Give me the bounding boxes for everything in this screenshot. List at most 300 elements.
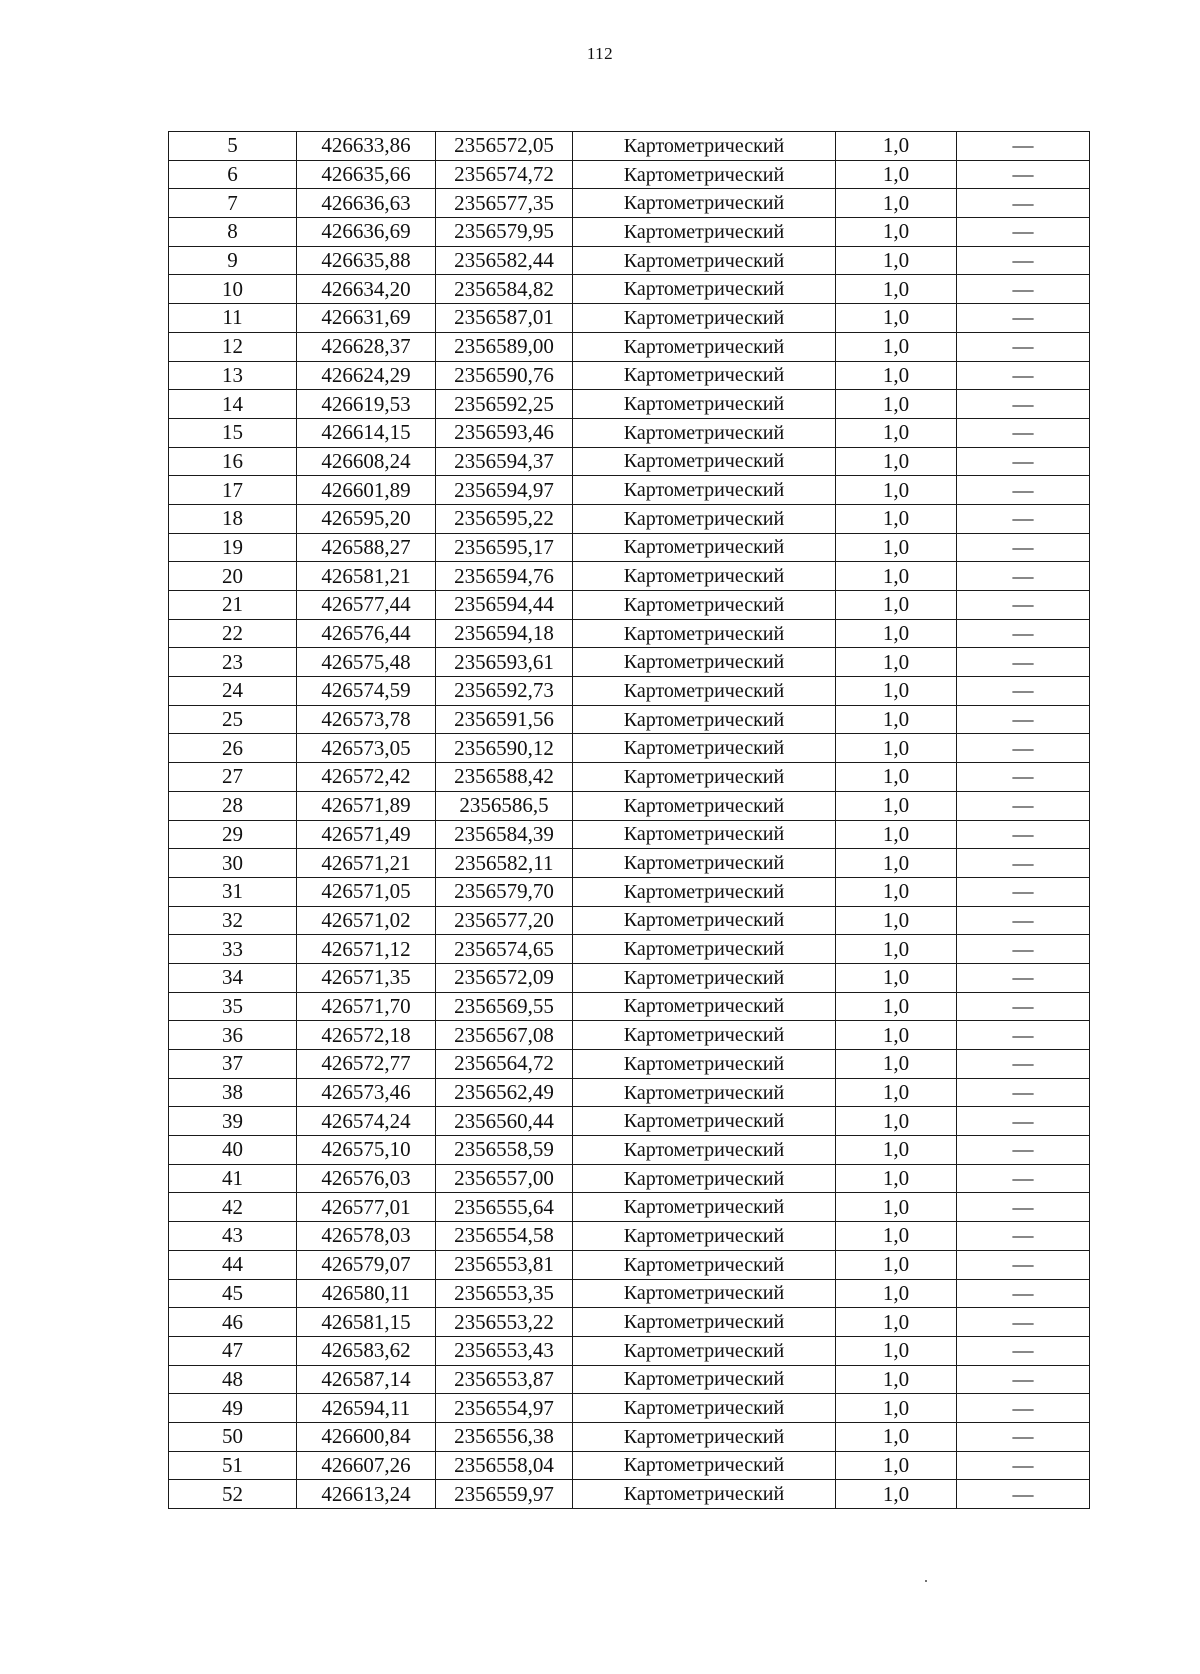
x-coordinate-cell: 426575,10 (297, 1136, 436, 1165)
x-coordinate-cell: 426574,24 (297, 1107, 436, 1136)
method-cell: Картометрический (573, 648, 836, 677)
point-number-cell: 26 (169, 734, 297, 763)
accuracy-cell: 1,0 (836, 218, 957, 247)
table-row (169, 705, 1090, 734)
note-cell: — (957, 1222, 1090, 1251)
note-cell: — (957, 1394, 1090, 1423)
y-coordinate-cell: 2356590,12 (436, 734, 573, 763)
coordinates-table (168, 131, 1090, 1509)
table-row (169, 447, 1090, 476)
point-number-cell: 17 (169, 476, 297, 505)
x-coordinate-cell: 426571,05 (297, 877, 436, 906)
accuracy-cell: 1,0 (836, 1250, 957, 1279)
table-row (169, 1164, 1090, 1193)
point-number-cell: 35 (169, 992, 297, 1021)
method-cell: Картометрический (573, 1164, 836, 1193)
x-coordinate-cell: 426587,14 (297, 1365, 436, 1394)
accuracy-cell: 1,0 (836, 189, 957, 218)
x-coordinate-cell: 426581,15 (297, 1308, 436, 1337)
y-coordinate-cell: 2356584,39 (436, 820, 573, 849)
y-coordinate-cell: 2356569,55 (436, 992, 573, 1021)
y-coordinate-cell: 2356592,25 (436, 390, 573, 419)
accuracy-cell: 1,0 (836, 705, 957, 734)
point-number-cell: 5 (169, 132, 297, 161)
y-coordinate-cell: 2356595,22 (436, 504, 573, 533)
point-number-cell: 8 (169, 218, 297, 247)
table-row (169, 1050, 1090, 1079)
x-coordinate-cell: 426583,62 (297, 1336, 436, 1365)
accuracy-cell: 1,0 (836, 1050, 957, 1079)
method-cell: Картометрический (573, 1193, 836, 1222)
table-row (169, 1480, 1090, 1509)
note-cell: — (957, 992, 1090, 1021)
table-row (169, 1394, 1090, 1423)
method-cell: Картометрический (573, 677, 836, 706)
y-coordinate-cell: 2356586,5 (436, 791, 573, 820)
table-row (169, 791, 1090, 820)
note-cell: — (957, 1336, 1090, 1365)
accuracy-cell: 1,0 (836, 963, 957, 992)
y-coordinate-cell: 2356593,61 (436, 648, 573, 677)
y-coordinate-cell: 2356582,11 (436, 849, 573, 878)
accuracy-cell: 1,0 (836, 677, 957, 706)
y-coordinate-cell: 2356558,04 (436, 1451, 573, 1480)
method-cell: Картометрический (573, 849, 836, 878)
note-cell: — (957, 246, 1090, 275)
y-coordinate-cell: 2356553,43 (436, 1336, 573, 1365)
table-row (169, 1451, 1090, 1480)
table-row (169, 1336, 1090, 1365)
y-coordinate-cell: 2356572,09 (436, 963, 573, 992)
point-number-cell: 45 (169, 1279, 297, 1308)
method-cell: Картометрический (573, 1250, 836, 1279)
x-coordinate-cell: 426571,02 (297, 906, 436, 935)
point-number-cell: 38 (169, 1078, 297, 1107)
y-coordinate-cell: 2356557,00 (436, 1164, 573, 1193)
accuracy-cell: 1,0 (836, 361, 957, 390)
accuracy-cell: 1,0 (836, 992, 957, 1021)
accuracy-cell: 1,0 (836, 447, 957, 476)
accuracy-cell: 1,0 (836, 418, 957, 447)
method-cell: Картометрический (573, 189, 836, 218)
table-row (169, 1365, 1090, 1394)
y-coordinate-cell: 2356593,46 (436, 418, 573, 447)
note-cell: — (957, 562, 1090, 591)
method-cell: Картометрический (573, 963, 836, 992)
accuracy-cell: 1,0 (836, 1308, 957, 1337)
point-number-cell: 24 (169, 677, 297, 706)
table-row (169, 418, 1090, 447)
note-cell: — (957, 1021, 1090, 1050)
y-coordinate-cell: 2356554,97 (436, 1394, 573, 1423)
point-number-cell: 10 (169, 275, 297, 304)
x-coordinate-cell: 426636,69 (297, 218, 436, 247)
note-cell: — (957, 132, 1090, 161)
table-row (169, 132, 1090, 161)
point-number-cell: 27 (169, 763, 297, 792)
table-row (169, 1250, 1090, 1279)
table-row (169, 504, 1090, 533)
accuracy-cell: 1,0 (836, 533, 957, 562)
note-cell: — (957, 1308, 1090, 1337)
accuracy-cell: 1,0 (836, 332, 957, 361)
point-number-cell: 23 (169, 648, 297, 677)
table-row (169, 1136, 1090, 1165)
note-cell: — (957, 677, 1090, 706)
y-coordinate-cell: 2356582,44 (436, 246, 573, 275)
accuracy-cell: 1,0 (836, 591, 957, 620)
accuracy-cell: 1,0 (836, 1107, 957, 1136)
method-cell: Картометрический (573, 390, 836, 419)
y-coordinate-cell: 2356577,35 (436, 189, 573, 218)
accuracy-cell: 1,0 (836, 1365, 957, 1394)
note-cell: — (957, 734, 1090, 763)
page-number: 112 (586, 44, 614, 63)
point-number-cell: 36 (169, 1021, 297, 1050)
point-number-cell: 51 (169, 1451, 297, 1480)
point-number-cell: 52 (169, 1480, 297, 1509)
y-coordinate-cell: 2356564,72 (436, 1050, 573, 1079)
table-row (169, 1107, 1090, 1136)
accuracy-cell: 1,0 (836, 1222, 957, 1251)
x-coordinate-cell: 426595,20 (297, 504, 436, 533)
y-coordinate-cell: 2356554,58 (436, 1222, 573, 1251)
accuracy-cell: 1,0 (836, 1480, 957, 1509)
note-cell: — (957, 1480, 1090, 1509)
x-coordinate-cell: 426571,35 (297, 963, 436, 992)
method-cell: Картометрический (573, 418, 836, 447)
note-cell: — (957, 1250, 1090, 1279)
table-row (169, 1021, 1090, 1050)
note-cell: — (957, 160, 1090, 189)
x-coordinate-cell: 426633,86 (297, 132, 436, 161)
point-number-cell: 20 (169, 562, 297, 591)
y-coordinate-cell: 2356560,44 (436, 1107, 573, 1136)
table-row (169, 304, 1090, 333)
method-cell: Картометрический (573, 992, 836, 1021)
accuracy-cell: 1,0 (836, 562, 957, 591)
note-cell: — (957, 390, 1090, 419)
y-coordinate-cell: 2356574,65 (436, 935, 573, 964)
x-coordinate-cell: 426608,24 (297, 447, 436, 476)
y-coordinate-cell: 2356589,00 (436, 332, 573, 361)
method-cell: Картометрический (573, 246, 836, 275)
x-coordinate-cell: 426575,48 (297, 648, 436, 677)
y-coordinate-cell: 2356594,97 (436, 476, 573, 505)
method-cell: Картометрический (573, 820, 836, 849)
accuracy-cell: 1,0 (836, 1164, 957, 1193)
x-coordinate-cell: 426613,24 (297, 1480, 436, 1509)
point-number-cell: 25 (169, 705, 297, 734)
note-cell: — (957, 705, 1090, 734)
method-cell: Картометрический (573, 1422, 836, 1451)
y-coordinate-cell: 2356577,20 (436, 906, 573, 935)
method-cell: Картометрический (573, 304, 836, 333)
note-cell: — (957, 218, 1090, 247)
x-coordinate-cell: 426572,18 (297, 1021, 436, 1050)
note-cell: — (957, 361, 1090, 390)
point-number-cell: 22 (169, 619, 297, 648)
accuracy-cell: 1,0 (836, 1136, 957, 1165)
method-cell: Картометрический (573, 1222, 836, 1251)
x-coordinate-cell: 426578,03 (297, 1222, 436, 1251)
accuracy-cell: 1,0 (836, 935, 957, 964)
note-cell: — (957, 1050, 1090, 1079)
method-cell: Картометрический (573, 705, 836, 734)
note-cell: — (957, 304, 1090, 333)
point-number-cell: 16 (169, 447, 297, 476)
point-number-cell: 21 (169, 591, 297, 620)
point-number-cell: 19 (169, 533, 297, 562)
point-number-cell: 7 (169, 189, 297, 218)
x-coordinate-cell: 426579,07 (297, 1250, 436, 1279)
y-coordinate-cell: 2356555,64 (436, 1193, 573, 1222)
note-cell: — (957, 1279, 1090, 1308)
y-coordinate-cell: 2356590,76 (436, 361, 573, 390)
note-cell: — (957, 591, 1090, 620)
y-coordinate-cell: 2356553,87 (436, 1365, 573, 1394)
x-coordinate-cell: 426572,77 (297, 1050, 436, 1079)
method-cell: Картометрический (573, 361, 836, 390)
method-cell: Картометрический (573, 476, 836, 505)
x-coordinate-cell: 426624,29 (297, 361, 436, 390)
point-number-cell: 33 (169, 935, 297, 964)
accuracy-cell: 1,0 (836, 877, 957, 906)
point-number-cell: 32 (169, 906, 297, 935)
x-coordinate-cell: 426574,59 (297, 677, 436, 706)
table-row (169, 332, 1090, 361)
table-row (169, 1279, 1090, 1308)
point-number-cell: 37 (169, 1050, 297, 1079)
table-row (169, 906, 1090, 935)
note-cell: — (957, 504, 1090, 533)
method-cell: Картометрический (573, 877, 836, 906)
method-cell: Картометрический (573, 906, 836, 935)
accuracy-cell: 1,0 (836, 1193, 957, 1222)
x-coordinate-cell: 426635,66 (297, 160, 436, 189)
y-coordinate-cell: 2356594,76 (436, 562, 573, 591)
note-cell: — (957, 189, 1090, 218)
point-number-cell: 43 (169, 1222, 297, 1251)
x-coordinate-cell: 426594,11 (297, 1394, 436, 1423)
accuracy-cell: 1,0 (836, 648, 957, 677)
note-cell: — (957, 1451, 1090, 1480)
x-coordinate-cell: 426577,44 (297, 591, 436, 620)
table-row (169, 189, 1090, 218)
table-row (169, 1193, 1090, 1222)
table-row (169, 820, 1090, 849)
accuracy-cell: 1,0 (836, 390, 957, 419)
note-cell: — (957, 332, 1090, 361)
method-cell: Картометрический (573, 1451, 836, 1480)
note-cell: — (957, 447, 1090, 476)
method-cell: Картометрический (573, 763, 836, 792)
accuracy-cell: 1,0 (836, 1336, 957, 1365)
table-row (169, 1308, 1090, 1337)
y-coordinate-cell: 2356553,81 (436, 1250, 573, 1279)
table-row (169, 849, 1090, 878)
y-coordinate-cell: 2356556,38 (436, 1422, 573, 1451)
y-coordinate-cell: 2356558,59 (436, 1136, 573, 1165)
point-number-cell: 40 (169, 1136, 297, 1165)
note-cell: — (957, 476, 1090, 505)
y-coordinate-cell: 2356559,97 (436, 1480, 573, 1509)
x-coordinate-cell: 426607,26 (297, 1451, 436, 1480)
method-cell: Картометрический (573, 1050, 836, 1079)
method-cell: Картометрический (573, 1107, 836, 1136)
method-cell: Картометрический (573, 160, 836, 189)
table-row (169, 619, 1090, 648)
method-cell: Картометрический (573, 218, 836, 247)
note-cell: — (957, 275, 1090, 304)
note-cell: — (957, 418, 1090, 447)
y-coordinate-cell: 2356595,17 (436, 533, 573, 562)
accuracy-cell: 1,0 (836, 1422, 957, 1451)
note-cell: — (957, 906, 1090, 935)
method-cell: Картометрический (573, 619, 836, 648)
y-coordinate-cell: 2356594,44 (436, 591, 573, 620)
note-cell: — (957, 849, 1090, 878)
accuracy-cell: 1,0 (836, 476, 957, 505)
point-number-cell: 9 (169, 246, 297, 275)
x-coordinate-cell: 426573,05 (297, 734, 436, 763)
note-cell: — (957, 1078, 1090, 1107)
x-coordinate-cell: 426571,12 (297, 935, 436, 964)
point-number-cell: 48 (169, 1365, 297, 1394)
method-cell: Картометрический (573, 1078, 836, 1107)
table-row (169, 992, 1090, 1021)
table-row (169, 648, 1090, 677)
y-coordinate-cell: 2356579,70 (436, 877, 573, 906)
y-coordinate-cell: 2356572,05 (436, 132, 573, 161)
table-row (169, 734, 1090, 763)
accuracy-cell: 1,0 (836, 504, 957, 533)
method-cell: Картометрический (573, 1365, 836, 1394)
point-number-cell: 44 (169, 1250, 297, 1279)
table-row (169, 1222, 1090, 1251)
table-row (169, 763, 1090, 792)
note-cell: — (957, 1164, 1090, 1193)
accuracy-cell: 1,0 (836, 849, 957, 878)
method-cell: Картометрический (573, 935, 836, 964)
note-cell: — (957, 1422, 1090, 1451)
table-row (169, 562, 1090, 591)
accuracy-cell: 1,0 (836, 1279, 957, 1308)
y-coordinate-cell: 2356567,08 (436, 1021, 573, 1050)
x-coordinate-cell: 426572,42 (297, 763, 436, 792)
note-cell: — (957, 648, 1090, 677)
accuracy-cell: 1,0 (836, 246, 957, 275)
note-cell: — (957, 1136, 1090, 1165)
note-cell: — (957, 533, 1090, 562)
method-cell: Картометрический (573, 1021, 836, 1050)
point-number-cell: 49 (169, 1394, 297, 1423)
accuracy-cell: 1,0 (836, 160, 957, 189)
x-coordinate-cell: 426576,44 (297, 619, 436, 648)
x-coordinate-cell: 426631,69 (297, 304, 436, 333)
note-cell: — (957, 791, 1090, 820)
note-cell: — (957, 619, 1090, 648)
method-cell: Картометрический (573, 791, 836, 820)
table-row (169, 935, 1090, 964)
x-coordinate-cell: 426635,88 (297, 246, 436, 275)
note-cell: — (957, 1107, 1090, 1136)
table-row (169, 963, 1090, 992)
method-cell: Картометрический (573, 132, 836, 161)
accuracy-cell: 1,0 (836, 1078, 957, 1107)
note-cell: — (957, 1193, 1090, 1222)
coordinates-table-body (169, 132, 1090, 1509)
x-coordinate-cell: 426619,53 (297, 390, 436, 419)
note-cell: — (957, 763, 1090, 792)
accuracy-cell: 1,0 (836, 906, 957, 935)
accuracy-cell: 1,0 (836, 1021, 957, 1050)
x-coordinate-cell: 426571,70 (297, 992, 436, 1021)
x-coordinate-cell: 426634,20 (297, 275, 436, 304)
x-coordinate-cell: 426573,46 (297, 1078, 436, 1107)
method-cell: Картометрический (573, 562, 836, 591)
y-coordinate-cell: 2356562,49 (436, 1078, 573, 1107)
note-cell: — (957, 963, 1090, 992)
table-row (169, 533, 1090, 562)
accuracy-cell: 1,0 (836, 734, 957, 763)
method-cell: Картометрический (573, 1336, 836, 1365)
point-number-cell: 34 (169, 963, 297, 992)
x-coordinate-cell: 426571,89 (297, 791, 436, 820)
table-row (169, 1078, 1090, 1107)
y-coordinate-cell: 2356553,22 (436, 1308, 573, 1337)
y-coordinate-cell: 2356574,72 (436, 160, 573, 189)
point-number-cell: 12 (169, 332, 297, 361)
x-coordinate-cell: 426577,01 (297, 1193, 436, 1222)
point-number-cell: 31 (169, 877, 297, 906)
accuracy-cell: 1,0 (836, 619, 957, 648)
method-cell: Картометрический (573, 533, 836, 562)
x-coordinate-cell: 426600,84 (297, 1422, 436, 1451)
method-cell: Картометрический (573, 591, 836, 620)
accuracy-cell: 1,0 (836, 1394, 957, 1423)
point-number-cell: 39 (169, 1107, 297, 1136)
note-cell: — (957, 1365, 1090, 1394)
point-number-cell: 29 (169, 820, 297, 849)
table-row (169, 218, 1090, 247)
y-coordinate-cell: 2356591,56 (436, 705, 573, 734)
table-row (169, 1422, 1090, 1451)
method-cell: Картометрический (573, 1480, 836, 1509)
method-cell: Картометрический (573, 1136, 836, 1165)
y-coordinate-cell: 2356594,37 (436, 447, 573, 476)
x-coordinate-cell: 426614,15 (297, 418, 436, 447)
accuracy-cell: 1,0 (836, 1451, 957, 1480)
table-row (169, 275, 1090, 304)
point-number-cell: 50 (169, 1422, 297, 1451)
point-number-cell: 30 (169, 849, 297, 878)
x-coordinate-cell: 426573,78 (297, 705, 436, 734)
method-cell: Картометрический (573, 447, 836, 476)
point-number-cell: 46 (169, 1308, 297, 1337)
point-number-cell: 18 (169, 504, 297, 533)
table-row (169, 476, 1090, 505)
accuracy-cell: 1,0 (836, 791, 957, 820)
method-cell: Картометрический (573, 734, 836, 763)
point-number-cell: 14 (169, 390, 297, 419)
point-number-cell: 13 (169, 361, 297, 390)
y-coordinate-cell: 2356594,18 (436, 619, 573, 648)
y-coordinate-cell: 2356592,73 (436, 677, 573, 706)
accuracy-cell: 1,0 (836, 132, 957, 161)
point-number-cell: 15 (169, 418, 297, 447)
table-row (169, 246, 1090, 275)
